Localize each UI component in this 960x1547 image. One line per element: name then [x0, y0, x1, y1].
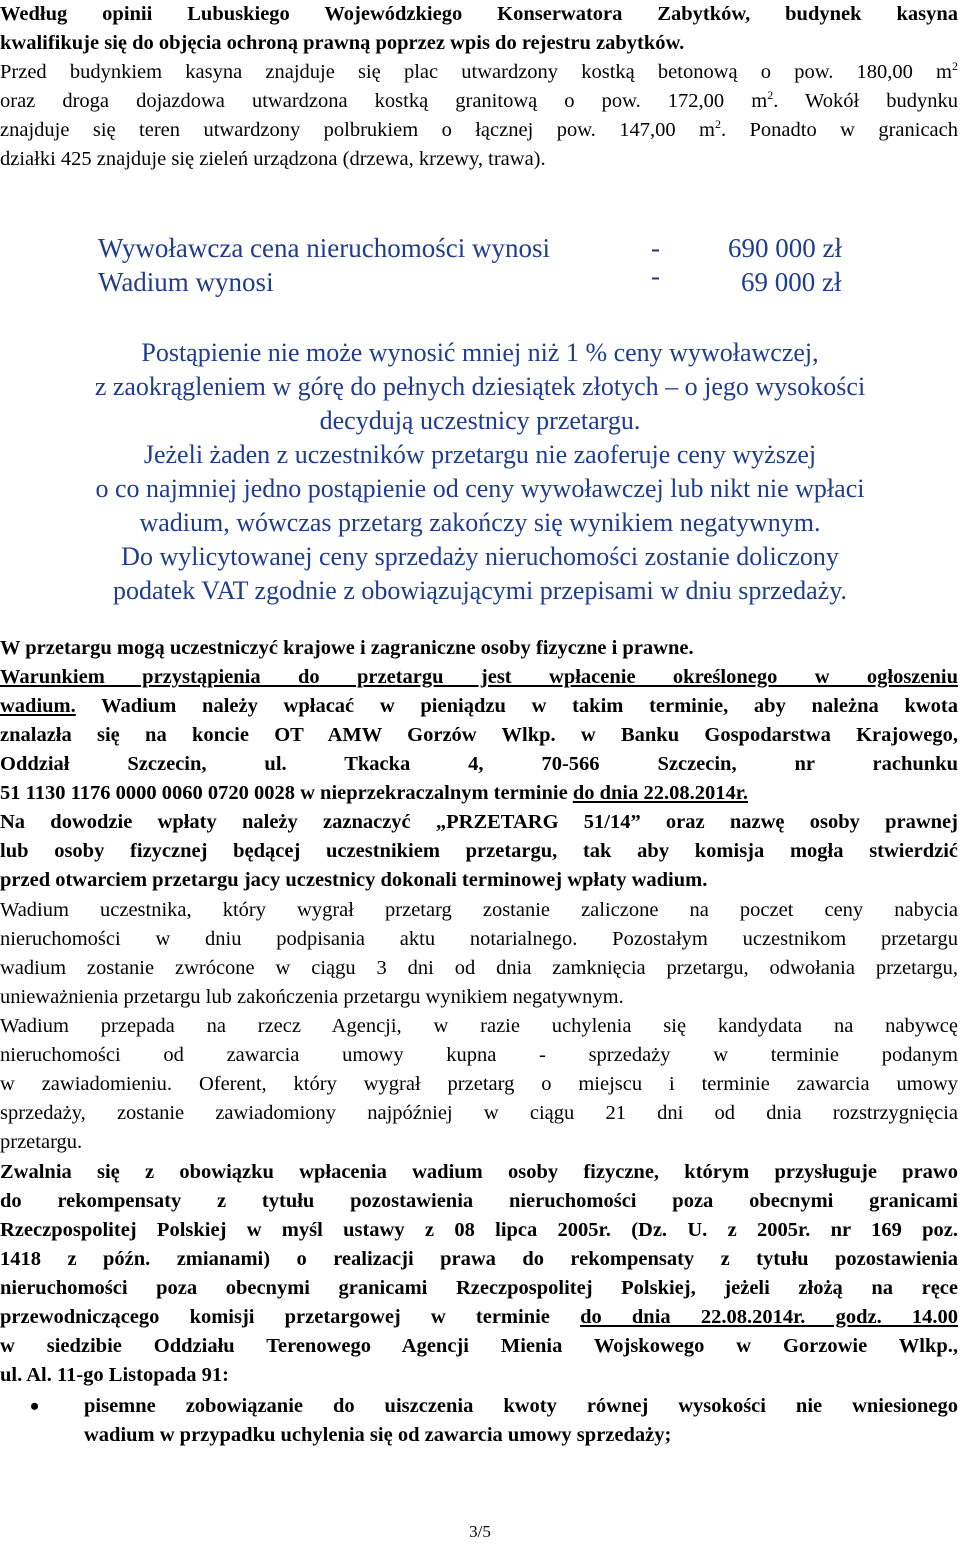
text-line: Warunkiem przystąpienia do przetargu jest wpłacenie określonego w ogłoszeniu [0, 666, 958, 688]
price-dash: - [651, 233, 660, 263]
paragraph-deposit-forfeit [0, 1012, 960, 1157]
text-line: działki 425 znajduje się zieleń urządzona (drzewa, krzewy, trawa). [0, 148, 546, 170]
text-line: nieruchomości w dniu podpisania aktu notarialnego. Pozostałym uczestnikom przetargu [0, 928, 958, 950]
bullet-icon: • [30, 1392, 40, 1421]
text-line: przed otwarciem przetargu jacy uczestnicy dokonali terminowej wpłaty wadium. [0, 869, 708, 891]
text-line: Jeżeli żaden z uczestników przetargu nie zaoferuje ceny wyższej [143, 440, 817, 469]
text-line: nieruchomości od zawarcia umowy kupna - sprzedaży w terminie podanym [0, 1044, 958, 1066]
text-line: sprzedaży, zostanie zawiadomiony najpóźniej w ciągu 21 dni od dnia rozstrzygnięcia [0, 1102, 958, 1124]
starting-price-label: Wywoławcza cena nieruchomości wynosi [98, 233, 550, 263]
text-line: o co najmniej jedno postąpienie od ceny wywoławczej lub nikt nie wpłaci [95, 474, 865, 503]
deposit-value: 69 000 zł [741, 267, 842, 297]
text-line: w zawiadomieniu. Oferent, który wygrał przetarg o miejscu i terminie zawarcia umowy [0, 1073, 958, 1095]
text-line: Na dowodzie wpłaty należy zaznaczyć „PRZETARG 51/14” oraz nazwę osoby prawnej [0, 811, 958, 833]
text-line: Wadium uczestnika, który wygrał przetarg zostanie zaliczone na poczet ceny nabycia [0, 899, 958, 921]
text-line: ul. Al. 11-go Listopada 91: [0, 1364, 229, 1386]
text-line: oraz droga dojazdowa utwardzona kostką granitową o pow. 172,00 $m^2$. Wokół budynku [0, 88, 958, 112]
text-line: znajduje się teren utwardzony polbrukiem o łącznej pow. 147,00 $m^2$. Ponadto w granicach [0, 117, 959, 141]
text-line: Postąpienie nie może wynosić mniej niż 1 % ceny wywoławczej, [141, 338, 819, 367]
price-dash: - [651, 261, 660, 291]
text-line: Wadium przepada na rzecz Agencji, w razie uchylenia się kandydata na nabywcę [0, 1015, 958, 1037]
text-line: przetargu. [0, 1131, 83, 1153]
text-line: lub osoby fizycznej będącej uczestnikiem przetargu, tak aby komisja mogła stwierdzić [0, 840, 958, 862]
paragraph-deposit-refund [0, 896, 960, 1012]
bidding-rules-block [0, 336, 960, 608]
text-line: kwalifikuje się do objęcia ochroną prawną poprzez wpis do rejestru zabytków. [0, 32, 685, 54]
text-line: 1418 z późn. zmianami) o realizacji prawa do rekompensaty z tytułu pozostawienia [0, 1248, 958, 1270]
text-line: Przed budynkiem kasyna znajduje się plac utwardzony kostką betonową o pow. 180,00 $m^2$ [0, 59, 958, 83]
paragraph-surroundings [0, 58, 960, 174]
text-line: z zaokrągleniem w górę do pełnych dziesiątek złotych – o jego wysokości [94, 372, 866, 401]
text-line: wadium. Wadium należy wpłacać w pieniądzu w takim terminie, aby należna kwota [0, 695, 958, 717]
text-line: Do wylicytowanej ceny sprzedaży nieruchomości zostanie doliczony [121, 542, 839, 571]
paragraph-conservator-opinion [0, 0, 960, 58]
text-line: w siedzibie Oddziału Terenowego Agencji Mienia Wojskowego w Gorzowie Wlkp., [0, 1335, 958, 1357]
text-line: wadium zostanie zwrócone w ciągu 3 dni od dnia zamknięcia przetargu, odwołania przetargu, [0, 957, 958, 979]
starting-price-value: 690 000 zł [728, 233, 842, 263]
paragraph-participation-conditions [0, 634, 960, 895]
text-line: do rekompensaty z tytułu pozostawienia nieruchomości poza obecnymi granicami [0, 1190, 958, 1212]
text-line: wadium, wówczas przetarg zakończy się wynikiem negatywnym. [139, 508, 821, 537]
text-line: nieruchomości poza obecnymi granicami Rzeczpospolitej Polskiej, jeżeli złożą na ręce [0, 1277, 958, 1299]
text-line: Rzeczpospolitej Polskiej w myśl ustawy z 08 lipca 2005r. (Dz. U. z 2005r. nr 169 poz. [0, 1219, 958, 1241]
bullet-text [84, 1392, 958, 1450]
text-line: unieważnienia przetargu lub zakończenia przetargu wynikiem negatywnym. [0, 986, 624, 1008]
text-line: 51 1130 1176 0000 0060 0720 0028 w nieprzekraczalnym terminie do dnia 22.08.2014r. [0, 782, 749, 804]
text-line: decydują uczestnicy przetargu. [319, 406, 641, 435]
text-line: pisemne zobowiązanie do uiszczenia kwoty równej wysokości nie wniesionego [84, 1395, 958, 1417]
text-line: podatek VAT zgodnie z obowiązującymi przepisami w dniu sprzedaży. [112, 576, 848, 605]
text-line: W przetargu mogą uczestniczyć krajowe i zagraniczne osoby fizyczne i prawne. [0, 637, 694, 659]
text-line: Oddział Szczecin, ul. Tkacka 4, 70-566 Szczecin, nr rachunku [0, 753, 958, 775]
page-number: 3/5 [469, 1522, 491, 1541]
text-line: przewodniczącego komisji przetargowej w terminie do dnia 22.08.2014r. godz. 14.00 [0, 1306, 958, 1328]
text-line: Według opinii Lubuskiego Wojewódzkiego Konserwatora Zabytków, budynek kasyna [0, 3, 958, 25]
text-line: znalazła się na koncie OT AMW Gorzów Wlkp. w Banku Gospodarstwa Krajowego, [0, 724, 958, 746]
text-line: wadium w przypadku uchylenia się od zawarcia umowy sprzedaży; [84, 1424, 672, 1446]
paragraph-deposit-exemption [0, 1158, 960, 1390]
deposit-label: Wadium wynosi [98, 267, 274, 297]
text-line: Zwalnia się z obowiązku wpłacenia wadium osoby fizyczne, którym przysługuje prawo [0, 1161, 958, 1183]
